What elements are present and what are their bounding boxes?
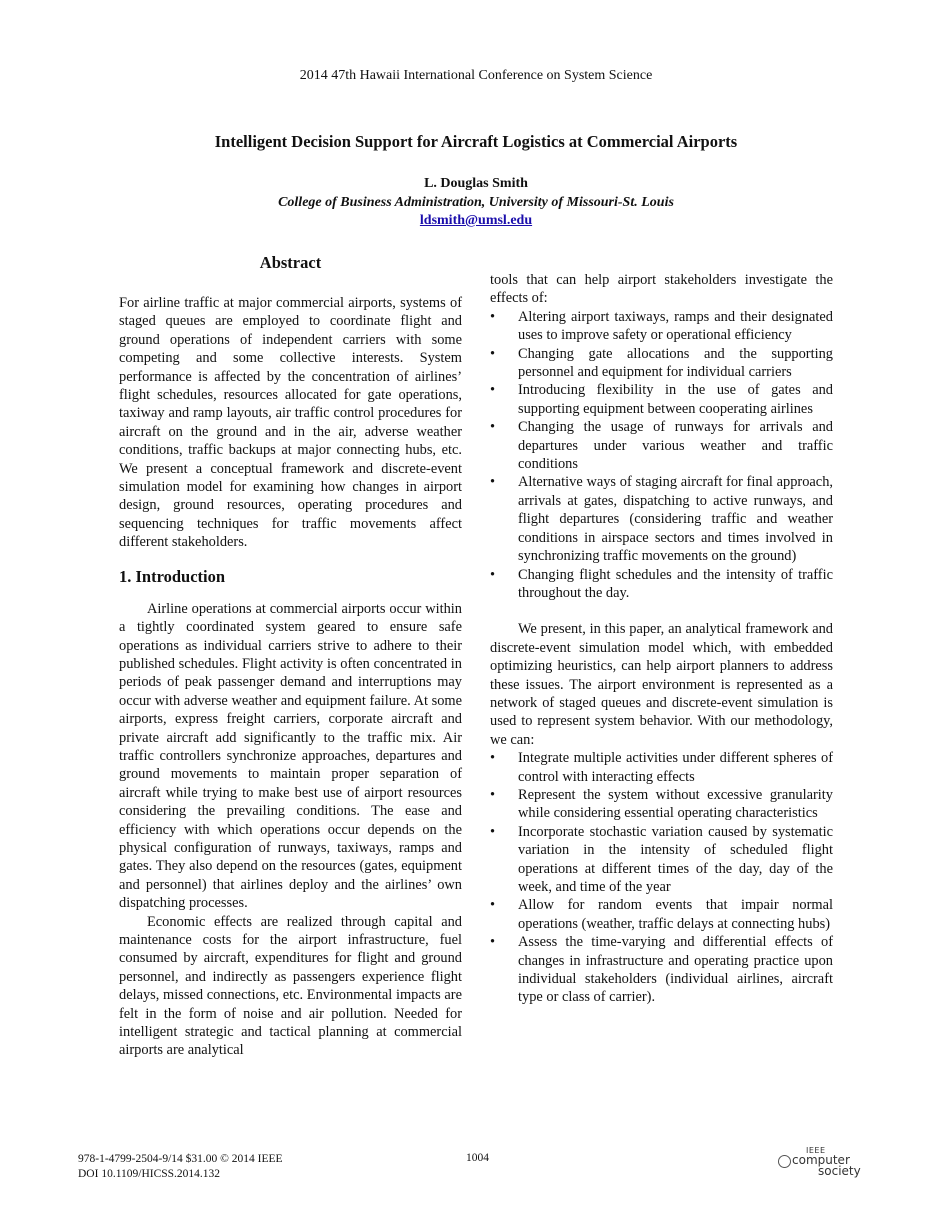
bullet-icon: • xyxy=(490,934,496,951)
spacer xyxy=(490,602,833,620)
page-number: 1004 xyxy=(466,1152,489,1164)
bullet-icon: • xyxy=(490,474,496,491)
author-name: L. Douglas Smith xyxy=(424,176,528,191)
ieee-computer-society-logo: IEEE computer society xyxy=(778,1146,868,1178)
paper-title: Intelligent Decision Support for Aircraft Logistics at Commercial Airports xyxy=(214,132,738,151)
bullet-icon: • xyxy=(490,566,496,583)
bullet-icon: • xyxy=(490,897,496,914)
bullet-icon: • xyxy=(490,786,496,803)
list-item: • Introducing flexibility in the use of gates and supporting equipment between cooperating airlines xyxy=(490,382,833,417)
list-item: • Assess the time-varying and differential effects of changes in infrastructure and operating practice upon individual stakeholders (individual airlines, aircraft type or class of carrier). xyxy=(490,934,833,1006)
present-paragraph: We present, in this paper, an analytical framework and discrete-event simulation model which, with embedded optimizing heuristics, can help airport planners to address these issues. The airport environment is represented as a network of staged queues and discrete-event simulation is used to represent system behavior. With our methodology, we can: xyxy=(490,621,833,748)
footer-publication-info xyxy=(78,1152,283,1182)
capabilities-list xyxy=(490,749,833,1007)
list-item: • Changing gate allocations and the supporting personnel and equipment for individual carriers xyxy=(490,345,833,381)
right-column xyxy=(490,271,833,1007)
introduction-heading: 1. Introduction xyxy=(119,566,226,586)
list-item: • Altering airport taxiways, ramps and their designated uses to improve safety or operational efficiency xyxy=(490,308,833,344)
bullet-icon: • xyxy=(490,382,496,399)
list-item: • Represent the system without excessive granularity while considering essential operating characteristics xyxy=(490,786,833,822)
bullet-icon: • xyxy=(490,419,496,436)
bullet-icon: • xyxy=(490,823,496,840)
author-affiliation: College of Business Administration, University of Missouri-St. Louis xyxy=(278,194,674,210)
list-item: • Integrate multiple activities under different spheres of control with interacting effects xyxy=(490,750,833,785)
list-item: • Changing flight schedules and the intensity of traffic throughout the day. xyxy=(490,566,833,601)
ieee-logo-icon xyxy=(778,1155,791,1168)
bullet-icon: • xyxy=(490,308,496,325)
author-block xyxy=(0,175,952,231)
list-item: • Incorporate stochastic variation caused by systematic variation in the intensity of scheduled flight operations at different times of the day, day of the week, and time of the year xyxy=(490,823,833,895)
bullet-icon: • xyxy=(490,345,496,362)
abstract-text: For airline traffic at major commercial airports, systems of staged queues are employed to coordinate flight and ground operations of independent carriers with some competing and some collective interests. System performance is affected by the concentration of airlines’ flight schedules, resources allocated for gate operations, taxiway and ramp layouts, air traffic control procedures for aircraft on the ground and in the air, adverse weather conditions, traffic backups at major connecting hubs, etc. We present a conceptual framework and discrete-event simulation model for examining how changes in airport design, ground resources, operating procedures and sequencing techniques for traffic movements affect different stakeholders. xyxy=(119,295,462,551)
list-item: • Changing the usage of runways for arrivals and departures under various weather and traffic conditions xyxy=(490,419,833,473)
effects-list xyxy=(490,308,833,603)
abstract-heading: Abstract xyxy=(259,253,322,272)
intro-paragraph: Airline operations at commercial airports occur within a tightly coordinated system geared to ensure safe operations as individual carriers strive to adhere to their published schedules. Flight activity is often concentrated in periods of peak passenger demand and interruptions may occur with adverse weather and equipment failure. At some airports, express freight carriers, corporate aircraft and private aircraft add significantly to the traffic mix. Air traffic controllers synchronize approaches, departures and ground movements to maintain proper separation of aircraft while trying to make best use of airport resources considering the prevailing conditions. The ease and efficiency with which operations occur depends on the physical configuration of runways, taxiways, ramps and gates. They also depend on the resources (gates, equipment and personnel) that airlines deploy and the airlines’ own dispatching processes. xyxy=(119,600,462,912)
doi-line: DOI 10.1109/HICSS.2014.132 xyxy=(78,1168,221,1180)
author-email-link[interactable]: ldsmith@umsl.edu xyxy=(419,213,533,228)
list-item: • Alternative ways of staging aircraft for final approach, arrivals at gates, dispatching to active runways, and flight departures (considering traffic and weather conditions in airspace sectors and times involved in synchronizing traffic movements on the ground) xyxy=(490,474,833,565)
left-column xyxy=(119,252,462,1060)
list-item: • Allow for random events that impair normal operations (weather, traffic delays at connecting hubs) xyxy=(490,897,833,932)
intro-continuation: tools that can help airport stakeholders investigate the effects of: xyxy=(490,272,833,307)
bullet-icon: • xyxy=(490,750,496,767)
intro-paragraph: Economic effects are realized through capital and maintenance costs for the airport infrastructure, fuel consumed by aircraft, expenditures for flight and ground personnel, and indirectly as passengers experience flight delays, missed connections, etc. Environmental impacts are felt in the form of noise and air pollution. Needed for intelligent strategic and tactical planning at commercial airports are analytical xyxy=(119,913,462,1059)
isbn-line: 978-1-4799-2504-9/14 $31.00 © 2014 IEEE xyxy=(78,1153,283,1165)
conference-header: 2014 47th Hawaii International Conference on System Science xyxy=(299,68,653,83)
